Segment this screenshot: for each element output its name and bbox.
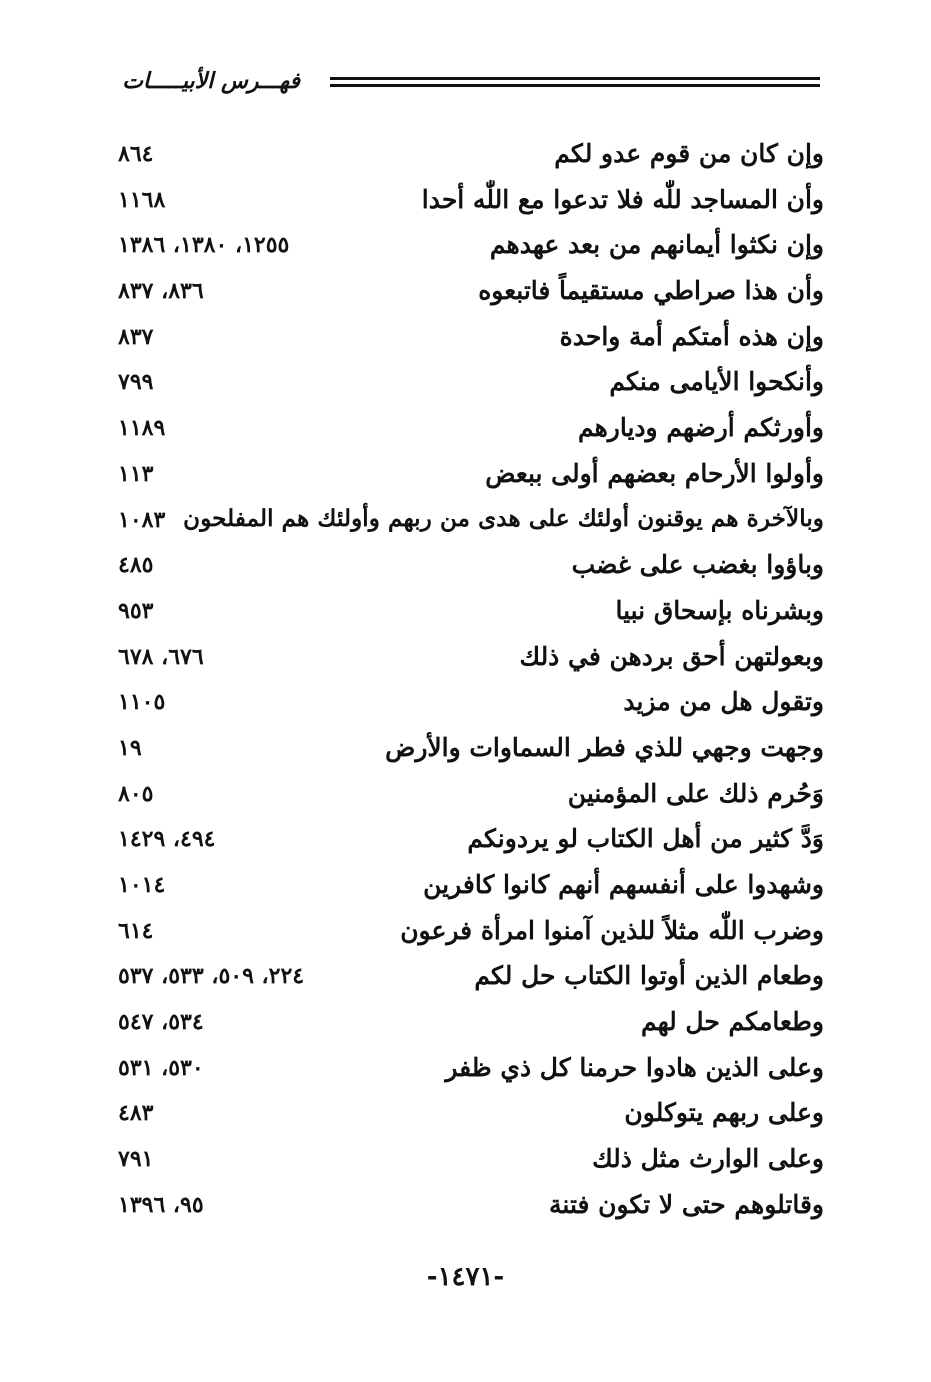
page-references: ١٩ (118, 734, 142, 761)
index-entry (112, 818, 824, 864)
index-entry (112, 1001, 824, 1047)
page-references: ٢٢٤، ٥٠٩، ٥٣٣، ٥٣٧ (118, 963, 305, 990)
index-entry (112, 1047, 824, 1093)
verse-text: وطعام الذين أوتوا الكتاب حل لكم (474, 961, 824, 991)
index-entry (112, 224, 824, 270)
index-entry (112, 270, 824, 316)
index-entry (112, 910, 824, 956)
page-references: ٩٥٣ (118, 597, 154, 624)
page-references: ٨٦٤ (118, 141, 154, 167)
verse-text: وبشرناه بإسحاق نبيا (615, 595, 824, 625)
verse-text: وأنكحوا الأيامى منكم (609, 367, 824, 397)
verse-text: وشهدوا على أنفسهم أنهم كانوا كافرين (423, 870, 824, 899)
page-references: ١٢٥٥، ١٣٨٠، ١٣٨٦ (118, 232, 290, 259)
index-entry (112, 636, 824, 682)
page-references: ٧٩١ (118, 1146, 154, 1173)
index-entry (112, 1184, 824, 1230)
page-references: ٨٠٥ (118, 780, 154, 807)
index-entry (112, 681, 824, 727)
header-rule-bottom (330, 84, 820, 87)
verse-text: وعلى الذين هادوا حرمنا كل ذي ظفر (445, 1052, 824, 1082)
page-references: ٤٨٥ (118, 552, 154, 579)
index-entry (112, 499, 824, 545)
index-entry (112, 133, 824, 179)
index-entry (112, 179, 824, 225)
header-rule-top (330, 77, 820, 80)
page-references: ١١٣ (118, 460, 154, 487)
index-entry (112, 955, 824, 1001)
verse-text: وأورثكم أرضهم وديارهم (577, 413, 824, 443)
header-title: فهـــرس الأبيـــــات (122, 68, 300, 94)
index-entry (112, 773, 824, 819)
page-references: ٥٣٠، ٥٣١ (118, 1054, 204, 1081)
page-references: ٦١٤ (118, 917, 154, 944)
running-header (110, 66, 820, 100)
index-entries (112, 133, 824, 1230)
page-references: ٨٣٦، ٨٣٧ (118, 278, 204, 305)
verse-text: وبالآخرة هم يوقنون أولئك على هدى من ربهم وأولئك هم المفلحون (183, 504, 824, 532)
verse-text: وباؤوا بغضب على غضب (571, 550, 824, 580)
index-entry (112, 407, 824, 453)
page-references: ٤٨٣ (118, 1100, 154, 1127)
verse-text: وأولوا الأرحام بعضهم أولى ببعض (485, 458, 824, 488)
verse-text: وقاتلوهم حتى لا تكون فتنة (549, 1189, 824, 1219)
verse-text: وبعولتهن أحق بردهن في ذلك (519, 641, 824, 671)
index-entry (112, 864, 824, 910)
page-references: ٩٥، ١٣٩٦ (118, 1191, 204, 1218)
page-number: -١٤٧١- (426, 1262, 505, 1292)
page-references: ٦٧٦، ٦٧٨ (118, 643, 204, 670)
page-references: ١١٨٩ (118, 415, 166, 442)
index-entry (112, 544, 824, 590)
index-entry (112, 316, 824, 362)
verse-text: وإن كان من قوم عدو لكم (554, 139, 824, 168)
verse-text: وجهت وجهي للذي فطر السماوات والأرض (385, 732, 824, 762)
verse-text: وإن نكثوا أيمانهم من بعد عهدهم (489, 230, 824, 260)
index-entry (112, 1092, 824, 1138)
verse-text: وأن المساجد للّٰه فلا تدعوا مع اللّٰه أحدا (421, 184, 824, 214)
page-references: ٥٣٤، ٥٤٧ (118, 1009, 204, 1036)
verse-text: وأن هذا صراطي مستقيماً فاتبعوه (478, 276, 824, 306)
index-entry (112, 590, 824, 636)
verse-text: وعلى الوارث مثل ذلك (592, 1144, 824, 1174)
verse-text: وَدَّ كثير من أهل الكتاب لو يردونكم (467, 824, 824, 854)
verse-text: وطعامكم حل لهم (640, 1007, 824, 1037)
index-entry (112, 361, 824, 407)
verse-text: وضرب اللّٰه مثلاً للذين آمنوا امرأة فرعون (400, 915, 824, 945)
verse-text: وَحُرم ذلك على المؤمنين (567, 778, 824, 808)
index-entry (112, 1138, 824, 1184)
index-entry (112, 453, 824, 499)
index-entry (112, 727, 824, 773)
verse-text: وإن هذه أمتكم أمة واحدة (559, 321, 824, 351)
verse-text: وعلى ربهم يتوكلون (624, 1098, 824, 1128)
page-references: ٤٩٤، ١٤٢٩ (118, 826, 216, 853)
page-references: ١١٠٥ (118, 689, 166, 716)
page-references: ١١٦٨ (118, 186, 166, 213)
page-references: ١٠٨٣ (118, 506, 166, 533)
page-references: ١٠١٤ (118, 872, 166, 898)
page-references: ٧٩٩ (118, 369, 154, 396)
page-references: ٨٣٧ (118, 323, 154, 350)
verse-text: وتقول هل من مزيد (623, 687, 824, 717)
